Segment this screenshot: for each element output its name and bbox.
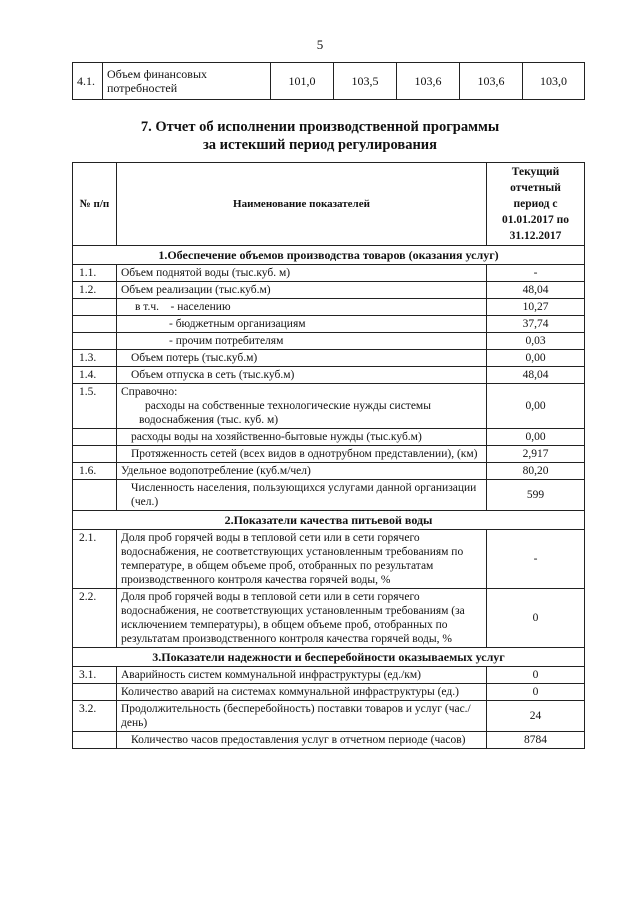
row-name: Доля проб горячей воды в тепловой сети или в сети горячего водоснабжения, не соответствующих установленным требованиям по температуре, в общем объеме проб, отобранных по результатам производственного контроля качества горячей воды, %: [117, 530, 487, 589]
row-name: [117, 384, 487, 429]
row-name: Аварийность систем коммунальной инфраструктуры (ед./км): [117, 667, 487, 684]
table-row: [73, 429, 585, 446]
row-subname: расходы на собственные технологические нужды системы водоснабжения (тыс. куб. м): [139, 400, 431, 426]
row-number: 1.6.: [73, 463, 117, 480]
row-value: 48,04: [487, 367, 585, 384]
header-name: Наименование показателей: [117, 163, 487, 246]
row-value: 103,6: [460, 63, 523, 100]
row-number: 4.1.: [73, 63, 103, 100]
table-row: [73, 732, 585, 749]
row-number: 1.5.: [73, 384, 117, 429]
table-row: [73, 265, 585, 282]
table-row: [73, 530, 585, 589]
table-header-row: [73, 163, 585, 246]
row-value: 101,0: [271, 63, 334, 100]
row-value: -: [487, 265, 585, 282]
row-value: 0: [487, 667, 585, 684]
row-number: 2.2.: [73, 589, 117, 648]
row-number: 1.2.: [73, 282, 117, 299]
row-number: 1.3.: [73, 350, 117, 367]
row-value: 80,20: [487, 463, 585, 480]
row-name: Удельное водопотребление (куб.м/чел): [117, 463, 487, 480]
row-name: Доля проб горячей воды в тепловой сети или в сети горячего водоснабжения, не соответствующих установленным требованиям (за исключением температуры), в общем объеме проб, отобранных по результатам производственного контроля качества горячей воды, %: [117, 589, 487, 648]
row-value: 0: [487, 589, 585, 648]
row-value: 37,74: [487, 316, 585, 333]
row-prefix: в т.ч.: [135, 301, 159, 313]
row-number: [73, 333, 117, 350]
row-number: [73, 299, 117, 316]
table-row: [73, 701, 585, 732]
section-row: [73, 246, 585, 265]
row-name: Количество аварий на системах коммунальной инфраструктуры (ед.): [117, 684, 487, 701]
table-row: [73, 316, 585, 333]
row-subname: - населению: [170, 301, 231, 313]
row-name: расходы воды на хозяйственно-бытовые нужды (тыс.куб.м): [117, 429, 487, 446]
row-value: 0,00: [487, 384, 585, 429]
section-row: [73, 648, 585, 667]
row-value: 2,917: [487, 446, 585, 463]
row-label: Справочно:: [121, 386, 178, 398]
table-row: [73, 63, 585, 100]
program-report-table: [72, 162, 585, 749]
table-row: [73, 367, 585, 384]
financial-needs-table: [72, 62, 585, 100]
row-number: 1.4.: [73, 367, 117, 384]
table-row: [73, 480, 585, 511]
row-value: 0: [487, 684, 585, 701]
row-value: 103,5: [334, 63, 397, 100]
row-value: 10,27: [487, 299, 585, 316]
table-row: [73, 299, 585, 316]
header-current-period: Текущий отчетный период с 01.01.2017 по 31.12.2017: [487, 163, 585, 246]
row-name: Численность населения, пользующихся услугами данной организации (чел.): [117, 480, 487, 511]
row-number: [73, 480, 117, 511]
table-row: [73, 333, 585, 350]
row-number: 3.1.: [73, 667, 117, 684]
section-title: [0, 118, 640, 154]
header-num: № п/п: [73, 163, 117, 246]
row-value: 103,6: [397, 63, 460, 100]
table-row: [73, 384, 585, 429]
row-value: 24: [487, 701, 585, 732]
row-value: 48,04: [487, 282, 585, 299]
row-number: 3.2.: [73, 701, 117, 732]
row-name: Объем потерь (тыс.куб.м): [117, 350, 487, 367]
row-number: [73, 446, 117, 463]
row-number: 1.1.: [73, 265, 117, 282]
table-row: [73, 446, 585, 463]
page-number: 5: [316, 37, 324, 52]
section-header: 2.Показатели качества питьевой воды: [73, 511, 585, 530]
row-value: -: [487, 530, 585, 589]
row-name: - прочим потребителям: [117, 333, 487, 350]
row-number: 2.1.: [73, 530, 117, 589]
table-row: [73, 463, 585, 480]
row-name: Количество часов предоставления услуг в отчетном периоде (часов): [117, 732, 487, 749]
table-row: [73, 282, 585, 299]
row-number: [73, 684, 117, 701]
table-row: [73, 667, 585, 684]
row-name: Объем поднятой воды (тыс.куб. м): [117, 265, 487, 282]
row-name: Объем финансовых потребностей: [103, 63, 271, 100]
section-header: 3.Показатели надежности и бесперебойности оказываемых услуг: [73, 648, 585, 667]
row-value: 0,03: [487, 333, 585, 350]
section-title-line2: за истекший период регулирования: [202, 137, 438, 153]
row-number: [73, 429, 117, 446]
table-row: [73, 589, 585, 648]
row-name: Объем отпуска в сеть (тыс.куб.м): [117, 367, 487, 384]
row-value: 103,0: [523, 63, 585, 100]
table-row: [73, 350, 585, 367]
row-name: [117, 299, 487, 316]
table-row: [73, 684, 585, 701]
section-title-line1: 7. Отчет об исполнении производственной программы: [140, 119, 500, 135]
row-number: [73, 316, 117, 333]
row-name: Объем реализации (тыс.куб.м): [117, 282, 487, 299]
row-name: Продолжительность (бесперебойность) поставки товаров и услуг (час./день): [117, 701, 487, 732]
row-value: 0,00: [487, 350, 585, 367]
row-value: 0,00: [487, 429, 585, 446]
row-value: 8784: [487, 732, 585, 749]
row-number: [73, 732, 117, 749]
row-value: 599: [487, 480, 585, 511]
section-header: 1.Обеспечение объемов производства товаров (оказания услуг): [73, 246, 585, 265]
section-row: [73, 511, 585, 530]
row-name: Протяженность сетей (всех видов в однотрубном представлении), (км): [117, 446, 487, 463]
row-name: - бюджетным организациям: [117, 316, 487, 333]
